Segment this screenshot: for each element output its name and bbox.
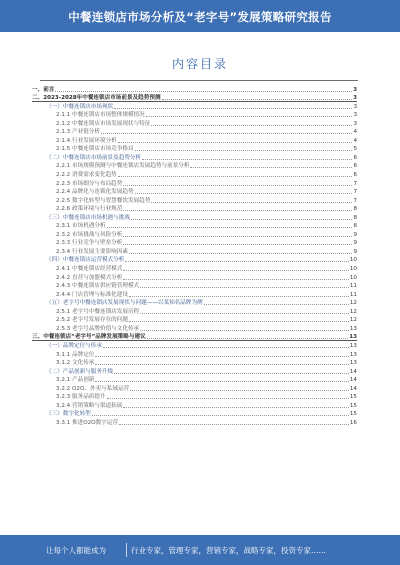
- footer-left-text: 让每个人都能成为: [46, 546, 106, 555]
- toc-leader-dots: [130, 390, 349, 391]
- toc-leader-dots: [162, 99, 353, 100]
- toc-entry[interactable]: [32, 178, 357, 187]
- toc-entry-page: 9: [353, 248, 357, 255]
- footer-divider: [126, 543, 127, 557]
- toc-entry[interactable]: [32, 229, 357, 238]
- header-bar: [0, 0, 400, 32]
- toc-entry[interactable]: [32, 289, 357, 298]
- toc-leader-dots: [114, 108, 352, 109]
- toc-entry-title: 一、前言: [32, 86, 55, 93]
- toc-entry-page: 8: [353, 206, 357, 213]
- toc-entry-page: 4: [353, 137, 357, 144]
- toc-entry[interactable]: [32, 375, 357, 384]
- toc-entry-title: 2.1.1 中餐连锁店市场整体规模情况: [56, 112, 145, 119]
- toc-entry[interactable]: [32, 340, 357, 349]
- toc-leader-dots: [125, 261, 349, 262]
- toc-entry-title: 2.2.3 市场细分与布局趋势: [56, 180, 123, 187]
- toc-leader-dots: [190, 167, 352, 168]
- toc-entry-page: 12: [349, 308, 357, 315]
- toc-entry-page: 3: [353, 120, 357, 127]
- toc-entry-page: 3: [353, 103, 357, 110]
- toc-entry-title: 3.2.1 产品创新: [56, 377, 95, 384]
- toc-entry[interactable]: [32, 306, 357, 315]
- toc-entry-page: 14: [349, 368, 357, 375]
- toc-entry-title: 2.3.2 市场挑战与风险分析: [56, 231, 123, 238]
- toc-entry[interactable]: [32, 392, 357, 401]
- toc-entry-title: 3.3.1 推进O2O数字运营: [56, 419, 118, 426]
- toc-entry[interactable]: [32, 152, 357, 161]
- toc-leader-dots: [147, 338, 349, 339]
- toc-entry-title: （一）中餐连锁店市场现状: [46, 103, 114, 110]
- toc-entry-page: 7: [353, 189, 357, 196]
- toc-entry-title: 2.1.2 中餐连锁店市场发展现状与特征: [56, 120, 151, 127]
- toc-entry-page: 6: [353, 154, 357, 161]
- toc-entry[interactable]: [32, 298, 357, 307]
- toc-entry-title: 2.4.1 中餐连锁店经营模式: [56, 266, 123, 273]
- toc-entry-title: 2.5.3 老字号品牌价值与文化传承: [56, 325, 140, 332]
- toc-entry-page: 3: [353, 112, 357, 119]
- toc-entry-page: 5: [353, 146, 357, 153]
- toc-leader-dots: [95, 381, 348, 382]
- toc-entry[interactable]: [32, 118, 357, 127]
- toc-entry-page: 6: [353, 172, 357, 179]
- toc-leader-dots: [140, 330, 349, 331]
- toc-entry-page: 4: [353, 129, 357, 136]
- toc-entry-title: 2.5.2 老字号发展存在的问题: [56, 317, 128, 324]
- toc-entry-title: 2.1.4 行业发展环境分析: [56, 137, 117, 144]
- toc-leader-dots: [123, 236, 352, 237]
- toc-entry[interactable]: [32, 349, 357, 358]
- toc-leader-dots: [129, 296, 349, 297]
- toc-leader-dots: [140, 287, 349, 288]
- toc-entry[interactable]: [32, 272, 357, 281]
- toc-leader-dots: [140, 313, 349, 314]
- toc-entry[interactable]: [32, 263, 357, 272]
- toc-entry-title: 2.2.1 市场规模预测与中餐连锁店发展趋势与前景分析: [56, 163, 190, 170]
- toc-entry-title: 2.4.3 中餐连锁店供应链管理模式: [56, 283, 140, 290]
- toc-entry-page: 7: [353, 180, 357, 187]
- toc-entry[interactable]: [32, 84, 357, 93]
- toc-leader-dots: [135, 150, 353, 151]
- toc-entry[interactable]: [32, 332, 357, 341]
- toc-entry-page: 7: [353, 197, 357, 204]
- toc-entry[interactable]: [32, 127, 357, 136]
- toc-entry[interactable]: [32, 187, 357, 196]
- toc-entry-title: （二）产品创新与服务升级: [46, 368, 114, 375]
- toc-entry-title: （三）中餐连锁店市场机遇与挑战: [46, 214, 130, 221]
- toc-entry-title: 2.3.1 市场机遇分析: [56, 223, 106, 230]
- toc-entry-page: 8: [353, 214, 357, 221]
- toc-leader-dots: [135, 193, 353, 194]
- toc-entry[interactable]: [32, 221, 357, 230]
- toc-entry-title: 3.2.4 营销策略与渠道拓展: [56, 402, 123, 409]
- toc-leader-dots: [131, 219, 353, 220]
- toc-leader-dots: [107, 227, 353, 228]
- toc-leader-dots: [129, 321, 349, 322]
- toc-leader-dots: [204, 304, 349, 305]
- toc-entry[interactable]: [32, 255, 357, 264]
- toc-entry-page: 16: [349, 419, 357, 426]
- toc-entry-title: 3.2.3 服务品质提升: [56, 394, 106, 401]
- toc-entry[interactable]: [32, 409, 357, 418]
- toc-entry[interactable]: [32, 323, 357, 332]
- toc-entry-title: 2.2.5 数字化转型与智慧餐饮发展趋势: [56, 197, 151, 204]
- toc-entry-title: （一）品牌定位与传承: [46, 342, 102, 349]
- toc-entry-page: 14: [349, 377, 357, 384]
- toc-leader-dots: [114, 373, 349, 374]
- toc-entry-page: 11: [349, 291, 357, 298]
- toc-entry-page: 9: [353, 240, 357, 247]
- toc-leader-dots: [129, 253, 352, 254]
- footer-bar: [0, 535, 400, 565]
- toc-entry-page: 10: [349, 266, 357, 273]
- toc-entry-page: 3: [353, 95, 357, 102]
- toc-entry-title: （三）数字化转型: [46, 411, 91, 418]
- toc-leader-dots: [118, 142, 353, 143]
- toc-entry[interactable]: [32, 400, 357, 409]
- toc-leader-dots: [118, 176, 353, 177]
- toc-entry[interactable]: [32, 315, 357, 324]
- toc-entry[interactable]: [32, 101, 357, 110]
- toc-entry-page: 13: [349, 325, 357, 332]
- toc-entry-page: 13: [349, 351, 357, 358]
- toc-entry-title: 2.4.2 直营与加盟模式分析: [56, 274, 123, 281]
- toc-leader-dots: [151, 125, 352, 126]
- toc-entry-title: （二）中餐连锁店市场前景及趋势分析: [46, 154, 142, 161]
- toc-entry[interactable]: [32, 144, 357, 153]
- toc-leader-dots: [123, 279, 349, 280]
- toc-entry-title: 二、2023-2028年中餐连锁店市场前景及趋势预测: [32, 95, 161, 102]
- toc-leader-dots: [95, 356, 348, 357]
- toc-entry-page: 11: [349, 283, 357, 290]
- toc-entry[interactable]: [32, 212, 357, 221]
- footer-right-text: 行业专家，管理专家，营销专家，战略专家，投资专家……: [131, 546, 326, 555]
- toc-entry-page: 12: [349, 317, 357, 324]
- toc-leader-dots: [123, 210, 352, 211]
- toc-leader-dots: [92, 415, 349, 416]
- toc-entry-page: 14: [349, 385, 357, 392]
- toc-leader-dots: [123, 244, 352, 245]
- toc-entry[interactable]: [32, 383, 357, 392]
- toc-entry[interactable]: [32, 195, 357, 204]
- toc-entry[interactable]: [32, 246, 357, 255]
- toc-entry-title: 2.2.6 政策环境与行业规范: [56, 206, 123, 213]
- toc-entry-page: 13: [349, 334, 357, 341]
- toc-leader-dots: [101, 133, 352, 134]
- toc-entry[interactable]: [32, 135, 357, 144]
- toc-entry-page: 8: [353, 223, 357, 230]
- toc-entry-title: 2.3.4 行业发展主要影响因素: [56, 248, 128, 255]
- toc-entry[interactable]: [32, 93, 357, 102]
- toc-entry[interactable]: [32, 238, 357, 247]
- toc-entry-title: 2.1.3 产业链分析: [56, 129, 100, 136]
- toc-entry-page: 15: [349, 402, 357, 409]
- toc-entry-page: 3: [353, 86, 357, 93]
- toc-entry-title: 3.1.1 品牌定位: [56, 351, 95, 358]
- toc-leader-dots: [151, 202, 352, 203]
- toc-entry[interactable]: [32, 366, 357, 375]
- toc-entry-title: 3.2.2 O2O、外卖与私域运营: [56, 385, 130, 392]
- toc-entry-title: 2.1.5 中餐连锁店市场竞争格局: [56, 146, 134, 153]
- toc-leader-dots: [123, 185, 352, 186]
- toc-entry-page: 6: [353, 163, 357, 170]
- toc-entry-title: 2.5.1 老字号中餐连锁店发展历程: [56, 308, 140, 315]
- toc-entry-title: （四）中餐连锁店运营模式分析: [46, 257, 125, 264]
- toc-leader-dots: [95, 364, 348, 365]
- toc-entry[interactable]: [32, 417, 357, 426]
- toc-entry-title: 三、中餐连锁店“老字号”品牌发展策略与建议: [32, 334, 146, 341]
- toc-entry-title: 2.2.2 消费需求变化趋势: [56, 172, 117, 179]
- toc-entry-title: （五）老字号中餐连锁店发展现状与问题——以某知名品牌为例: [46, 300, 203, 307]
- toc-entry[interactable]: [32, 110, 357, 119]
- toc-entry-page: 13: [349, 360, 357, 367]
- toc-leader-dots: [55, 91, 352, 92]
- toc-entry-page: 13: [349, 342, 357, 349]
- toc-entry-page: 9: [353, 231, 357, 238]
- toc-leader-dots: [146, 116, 353, 117]
- toc-entry-page: 10: [349, 274, 357, 281]
- toc-entry-page: 15: [349, 394, 357, 401]
- toc-leader-dots: [107, 398, 349, 399]
- report-title: 中餐连锁店市场分析及“老字号”发展策略研究报告: [68, 10, 332, 24]
- toc-entry-title: 2.3.3 行业竞争与壁垒分析: [56, 240, 123, 247]
- toc-divider: [40, 80, 358, 81]
- toc-leader-dots: [123, 270, 349, 271]
- toc-entry[interactable]: [32, 161, 357, 170]
- toc-entry-page: 12: [349, 300, 357, 307]
- toc-leader-dots: [123, 407, 349, 408]
- toc-entry-title: 2.2.4 品牌化与连锁化发展趋势: [56, 189, 134, 196]
- toc-entry-title: 2.4.4 门店管理与标准化建设: [56, 291, 128, 298]
- toc-entry[interactable]: [32, 169, 357, 178]
- toc-entry-page: 10: [349, 257, 357, 264]
- table-of-contents: [32, 84, 357, 426]
- toc-entry[interactable]: [32, 204, 357, 213]
- toc-leader-dots: [119, 424, 349, 425]
- toc-leader-dots: [103, 347, 349, 348]
- toc-leader-dots: [142, 159, 352, 160]
- toc-entry[interactable]: [32, 281, 357, 290]
- toc-heading: 内容目录: [171, 57, 228, 71]
- toc-entry[interactable]: [32, 358, 357, 367]
- toc-entry-page: 15: [349, 411, 357, 418]
- toc-entry-title: 3.1.2 文化传承: [56, 360, 95, 367]
